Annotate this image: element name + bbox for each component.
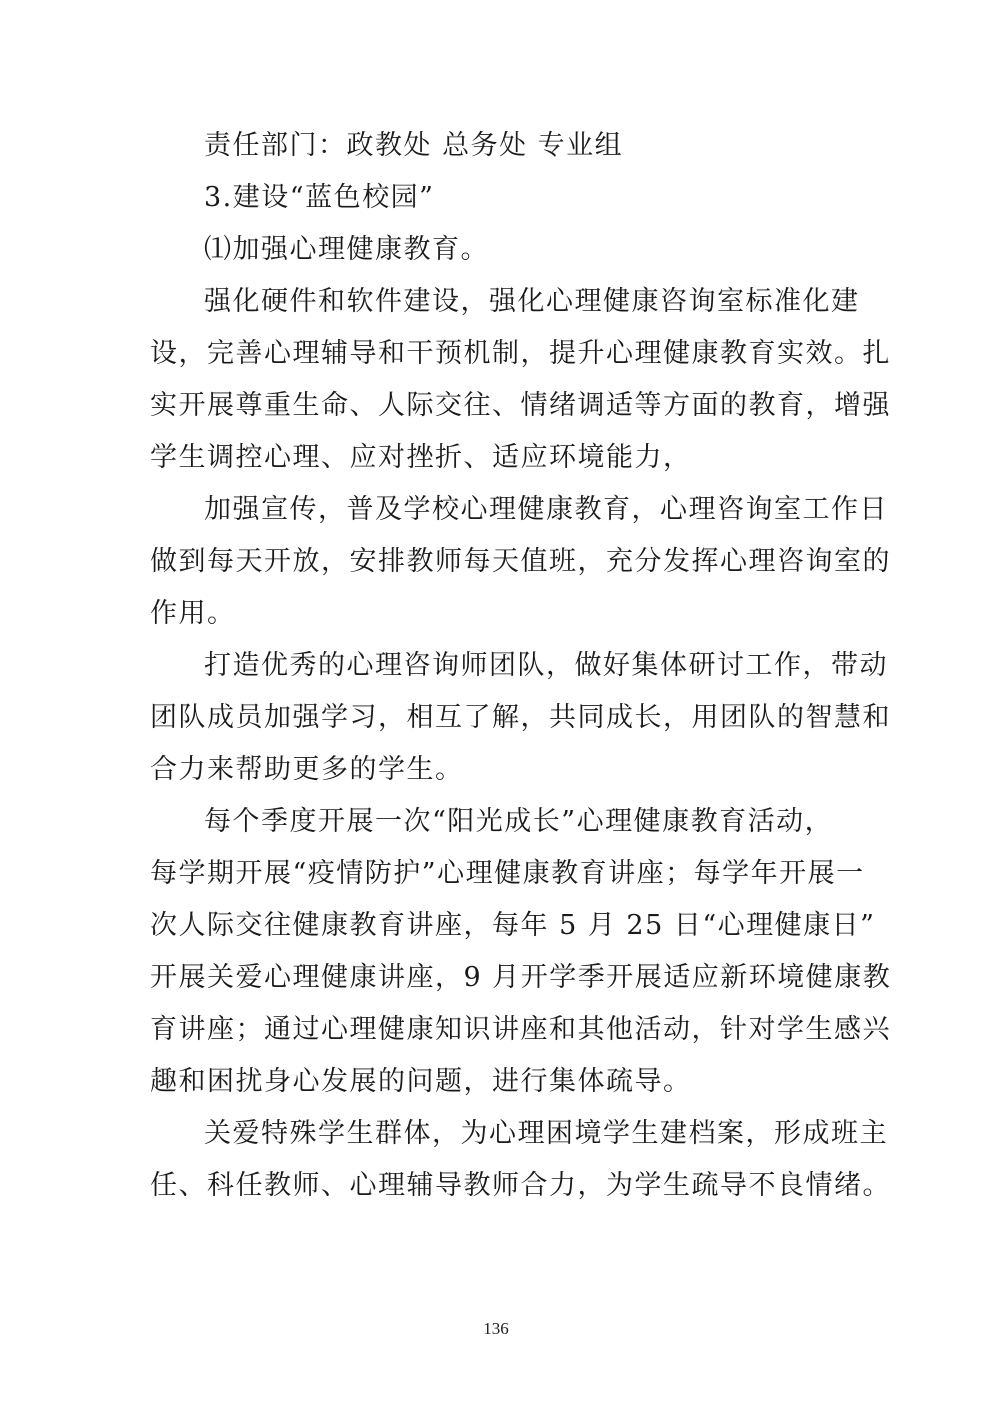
paragraph-line: 设，完善心理辅导和干预机制，提升心理健康教育实效。扎 [150, 338, 891, 369]
paragraph-line: 次人际交往健康教育讲座，每年 5 月 25 日“心理健康日” [150, 910, 876, 941]
paragraph-line: 打造优秀的心理咨询师团队，做好集体研讨工作，带动 [204, 650, 888, 681]
paragraph-line: 每个季度开展一次“阳光成长”心理健康教育活动， [204, 806, 834, 837]
paragraph-line: 任、科任教师、心理辅导教师合力，为学生疏导不良情绪。 [150, 1170, 891, 1201]
paragraph-line: 加强宣传，普及学校心理健康教育，心理咨询室工作日 [204, 494, 888, 525]
paragraph-line: 每学期开展“疫情防护”心理健康教育讲座；每学年开展一 [150, 858, 865, 889]
paragraph-line: 开展关爱心理健康讲座，9 月开学季开展适应新环境健康教 [150, 962, 892, 993]
paragraph-line: 实开展尊重生命、人际交往、情绪调适等方面的教育，增强 [150, 390, 891, 421]
paragraph-line: 团队成员加强学习，相互了解，共同成长，用团队的智慧和 [150, 702, 891, 733]
paragraph-line: 作用。 [150, 598, 236, 629]
responsible-departments-line: 责任部门：政教处 总务处 专业组 [204, 130, 624, 161]
paragraph-line: 趣和困扰身心发展的问题，进行集体疏导。 [150, 1066, 692, 1097]
page-number: 136 [483, 1319, 509, 1338]
paragraph-line: 关爱特殊学生群体，为心理困境学生建档案，形成班主 [204, 1118, 888, 1149]
subsection-heading: ⑴加强心理健康教育。 [204, 234, 489, 265]
paragraph-line: 做到每天开放，安排教师每天值班，充分发挥心理咨询室的 [150, 546, 891, 577]
paragraph-line: 强化硬件和软件建设，强化心理健康咨询室标准化建 [204, 286, 860, 317]
paragraph-line: 育讲座；通过心理健康知识讲座和其他活动，针对学生感兴 [150, 1014, 891, 1045]
section-heading: 3.建设“蓝色校园” [204, 182, 435, 213]
paragraph-line: 合力来帮助更多的学生。 [150, 754, 464, 785]
paragraph-line: 学生调控心理、应对挫折、适应环境能力， [150, 442, 692, 473]
